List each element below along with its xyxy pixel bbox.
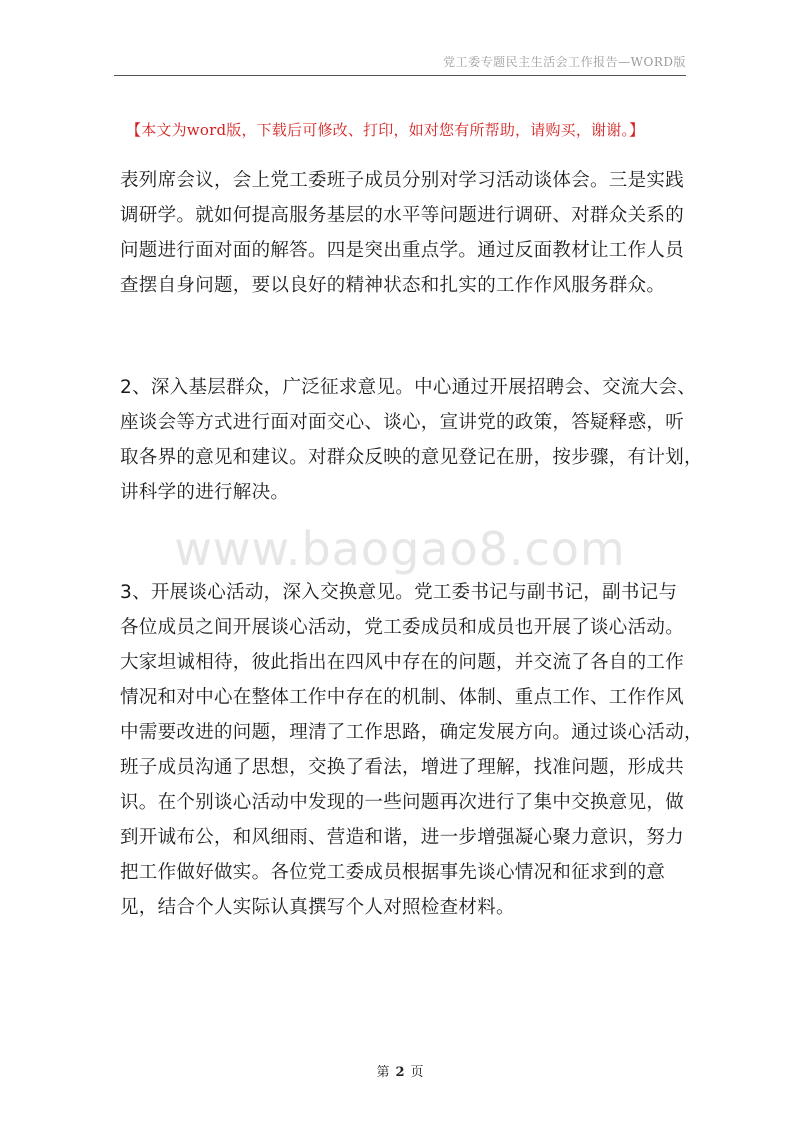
page-label-suffix: 页 (410, 1065, 424, 1080)
paragraph-line: 班子成员沟通了思想，交换了看法，增进了理解，找准问题，形成共 (120, 757, 685, 778)
paragraph-line: 中需要改进的问题，理清了工作思路，确定发展方向。通过谈心活动， (120, 722, 703, 743)
paragraph-line: 讲科学的进行解决。 (120, 482, 290, 503)
paragraph-line: 到开诚布公，和风细雨、营造和谐，进一步增强凝心聚力意识，努力 (120, 827, 685, 848)
paragraph-line: 调研学。就如何提高服务基层的水平等问题进行调研、对群众关系的 (120, 205, 685, 226)
paragraph-3 (120, 575, 703, 925)
page-footer (0, 1061, 800, 1080)
paragraph-line: 查摆自身问题，要以良好的精神状态和扎实的工作作风服务群众。 (120, 275, 666, 296)
download-notice: 【本文为word版，下载后可修改、打印，如对您有所帮助，请购买，谢谢。】 (126, 121, 645, 139)
paragraph-line: 识。在个别谈心活动中发现的一些问题再次进行了集中交换意见，做 (120, 792, 685, 813)
paragraph-line: 取各界的意见和建议。对群众反映的意见登记在册，按步骤，有计划， (120, 447, 703, 468)
paragraph-line: 座谈会等方式进行面对面交心、谈心，宣讲党的政策，答疑释惑，听 (120, 412, 685, 433)
page-header-title: 党工委专题民主生活会工作报告—WORD版 (443, 55, 686, 69)
page-label-prefix: 第 (376, 1065, 390, 1080)
paragraph-1 (120, 163, 686, 303)
paragraph-line: 大家坦诚相待，彼此指出在四风中存在的问题，并交流了各自的工作 (120, 652, 685, 673)
paragraph-line: 把工作做好做实。各位党工委成员根据事先谈心情况和征求到的意 (120, 862, 666, 883)
page-number: 2 (395, 1065, 405, 1080)
paragraph-line: 见，结合个人实际认真撰写个人对照检查材料。 (120, 897, 515, 918)
watermark-text: www.baogao8.com (174, 522, 626, 576)
paragraph-line: 问题进行面对面的解答。四是突出重点学。通过反面教材让工作人员 (120, 240, 685, 261)
paragraph-line: 情况和对中心在整体工作中存在的机制、体制、重点工作、工作作风 (120, 687, 685, 708)
header-divider (114, 75, 686, 76)
paragraph-line: 各位成员之间开展谈心活动，党工委成员和成员也开展了谈心活动。 (120, 617, 685, 638)
paragraph-line: 2、深入基层群众，广泛征求意见。中心通过开展招聘会、交流大会、 (120, 377, 697, 398)
paragraph-2 (120, 370, 703, 510)
paragraph-line: 表列席会议，会上党工委班子成员分别对学习活动谈体会。三是实践 (120, 170, 685, 191)
paragraph-line: 3、开展谈心活动，深入交换意见。党工委书记与副书记，副书记与 (120, 582, 678, 603)
